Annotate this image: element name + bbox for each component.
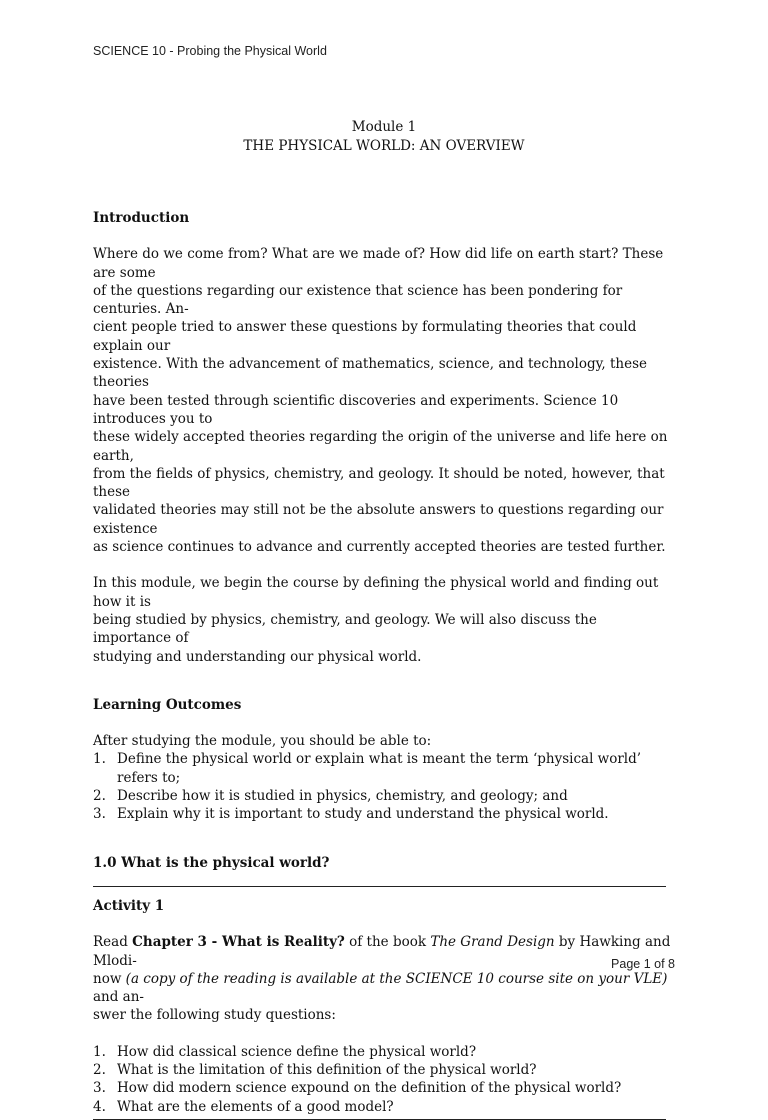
book-title: The Grand Design bbox=[430, 934, 555, 951]
text-line: Where do we come from? What are we made of? How did life on earth start? These are some bbox=[93, 246, 664, 281]
text-line: of the questions regarding our existence that science has been pondering for centuries. An- bbox=[93, 282, 623, 318]
list-item bbox=[93, 787, 673, 805]
introduction-paragraph-1 bbox=[93, 245, 673, 556]
text-line: In this module, we begin the course by defining the physical world and finding out how it is bbox=[93, 575, 659, 610]
activity-instructions bbox=[93, 933, 673, 1024]
list-item bbox=[93, 805, 673, 823]
list-number: 1. bbox=[93, 751, 106, 768]
of-the-book: of the book bbox=[344, 934, 431, 951]
running-header: SCIENCE 10 - Probing the Physical World bbox=[93, 44, 327, 58]
list-text: Describe how it is studied in physics, chemistry, and geology; and bbox=[117, 788, 568, 805]
list-text: How did classical science define the physical world? bbox=[117, 1043, 477, 1060]
module-label: Module 1 bbox=[351, 119, 417, 135]
learning-outcomes-heading: Learning Outcomes bbox=[93, 696, 242, 713]
read-prefix: Read bbox=[93, 934, 133, 951]
document-body bbox=[93, 209, 673, 1120]
text-line: have been tested through scientific discoveries and experiments. Science 10 introduces you to bbox=[93, 392, 619, 427]
list-item bbox=[93, 1043, 673, 1061]
learning-outcomes-list bbox=[93, 750, 673, 823]
list-text: What are the elements of a good model? bbox=[117, 1098, 394, 1115]
list-text: Define the physical world or explain what is meant the term ‘physical world’ refers to; bbox=[117, 751, 642, 786]
text-line: these widely accepted theories regarding the origin of the universe and life here on earth, bbox=[93, 429, 668, 464]
text-line: swer the following study questions: bbox=[93, 1007, 336, 1024]
reading-note: (a copy of the reading is available at the SCIENCE 10 course site on your VLE) bbox=[125, 970, 668, 987]
text-line bbox=[93, 970, 673, 1007]
section-1-0-heading: 1.0 What is the physical world? bbox=[93, 854, 330, 871]
list-item bbox=[93, 1098, 673, 1116]
module-title: THE PHYSICAL WORLD: AN OVERVIEW bbox=[243, 138, 525, 154]
list-item bbox=[93, 1061, 673, 1079]
text-line: as science continues to advance and currently accepted theories are tested further. bbox=[93, 539, 666, 556]
chapter-dash: - bbox=[206, 934, 222, 951]
list-item bbox=[93, 750, 673, 787]
study-questions-list bbox=[93, 1043, 673, 1116]
list-item bbox=[93, 1079, 673, 1097]
text-line: cient people tried to answer these questions by formulating theories that could explain our bbox=[93, 319, 637, 354]
list-text: Explain why it is important to study and understand the physical world. bbox=[117, 806, 609, 823]
line2-suffix: and an- bbox=[93, 989, 144, 1006]
introduction-heading: Introduction bbox=[93, 210, 190, 226]
text-line: from the fields of physics, chemistry, and geology. It should be noted, however, that these bbox=[93, 465, 665, 501]
line2-prefix: now bbox=[93, 970, 126, 987]
activity-heading: Activity 1 bbox=[93, 897, 165, 914]
text-line bbox=[93, 933, 673, 970]
text-line: validated theories may still not be the absolute answers to questions regarding our existence bbox=[93, 502, 664, 537]
text-line: being studied by physics, chemistry, and geology. We will also discuss the importance of bbox=[93, 611, 597, 647]
list-number: 2. bbox=[93, 788, 106, 805]
chapter-number: Chapter 3 bbox=[132, 934, 207, 951]
learning-outcomes-lead: After studying the module, you should be able to: bbox=[93, 733, 432, 750]
authors: by Hawking and Mlodi- bbox=[93, 934, 671, 969]
list-number: 3. bbox=[93, 1080, 106, 1097]
list-text: How did modern science expound on the definition of the physical world? bbox=[117, 1080, 622, 1097]
list-number: 3. bbox=[93, 806, 106, 823]
page-number: Page 1 of 8 bbox=[611, 957, 675, 971]
list-number: 2. bbox=[93, 1061, 106, 1078]
list-number: 1. bbox=[93, 1043, 106, 1060]
list-number: 4. bbox=[93, 1098, 106, 1115]
module-title-block bbox=[0, 118, 768, 156]
introduction-paragraph-2 bbox=[93, 574, 673, 665]
list-text: What is the limitation of this definition of the physical world? bbox=[117, 1061, 537, 1078]
text-line: studying and understanding our physical world. bbox=[93, 648, 422, 665]
chapter-title: What is Reality? bbox=[221, 934, 345, 951]
text-line: existence. With the advancement of mathematics, science, and technology, these theories bbox=[93, 356, 648, 391]
